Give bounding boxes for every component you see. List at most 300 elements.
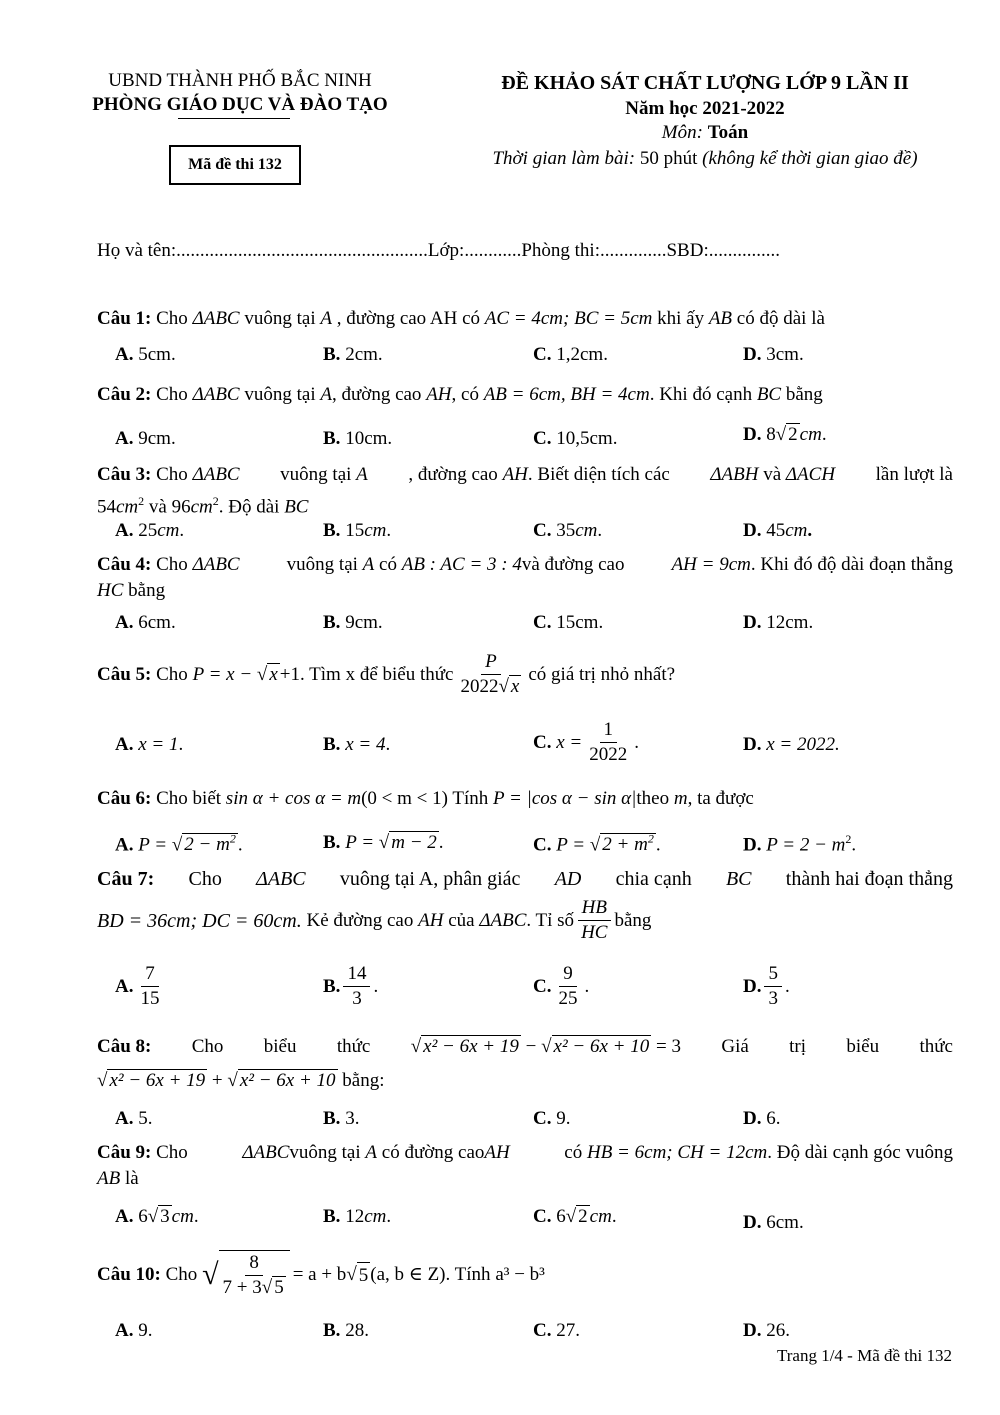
- text-segment: theo: [636, 788, 670, 809]
- text-segment: Câu 3:: [97, 464, 152, 485]
- question-label: Câu 1:: [97, 308, 152, 329]
- text-segment: 12cm.: [766, 612, 814, 633]
- text-segment: 28.: [345, 1320, 369, 1341]
- text-segment: a³ − b³: [495, 1264, 545, 1285]
- text-segment: x = 1: [138, 734, 179, 755]
- text-segment: là: [124, 1168, 139, 1189]
- text-segment: B.: [323, 1206, 341, 1227]
- text-segment: C.: [533, 1108, 552, 1129]
- text-segment: A.: [115, 1206, 134, 1227]
- question-3: [97, 462, 953, 520]
- text-segment: 8: [766, 424, 776, 445]
- container: [97, 866, 953, 892]
- text-segment: Cho: [156, 464, 188, 485]
- text-segment: HC: [581, 922, 608, 943]
- text-segment: P = |cos α − sin α|: [493, 788, 637, 809]
- text-segment: 27.: [556, 1320, 580, 1341]
- text: vuông tại: [244, 308, 316, 329]
- text-segment: Câu 10:: [97, 1264, 161, 1285]
- text-segment: .: [373, 975, 379, 997]
- text-segment: P =: [556, 834, 586, 856]
- text-segment: 2022: [589, 744, 628, 765]
- exam-code-box: Mã đề thi 132: [169, 145, 301, 185]
- text-segment: 2: [647, 832, 654, 846]
- text-segment: Cho: [165, 1264, 198, 1285]
- q10-option-c[interactable]: [533, 1320, 580, 1342]
- q2-option-b[interactable]: [323, 428, 392, 450]
- text-segment: (a, b ∈ Z): [370, 1264, 446, 1285]
- text-segment: . Tính: [445, 1264, 491, 1285]
- text-segment: 6: [556, 1206, 566, 1227]
- text-segment: D.: [743, 834, 762, 856]
- text-segment: 9cm.: [138, 428, 176, 449]
- q10-option-d[interactable]: [743, 1320, 790, 1342]
- text-segment: B.: [323, 1320, 341, 1341]
- text-segment: AB : AC = 3 : 4: [401, 554, 522, 575]
- text-segment: C.: [533, 612, 552, 633]
- school-year: Năm học 2021-2022: [625, 98, 785, 119]
- q1-option-c[interactable]: [533, 344, 608, 366]
- math: AC = 4cm; BC = 5cm: [484, 308, 653, 329]
- text: , đường cao AH có: [336, 308, 481, 329]
- text-segment: . Tìm x để biểu thức: [300, 663, 454, 685]
- text-segment: 5: [357, 1262, 371, 1289]
- text-segment: AH: [418, 909, 444, 931]
- container: [219, 1276, 290, 1300]
- text-segment: 5: [274, 1277, 284, 1298]
- text-segment: ΔABC: [256, 868, 306, 890]
- text-segment: 1: [600, 718, 618, 743]
- text-segment: 2: [578, 1206, 588, 1227]
- text-segment: bằng: [785, 384, 823, 405]
- container: [97, 1068, 953, 1094]
- text-segment: cm: [116, 496, 139, 518]
- text-segment: 2: [138, 494, 145, 508]
- text-segment: = a + b: [292, 1264, 347, 1285]
- container: √: [227, 1070, 238, 1091]
- text-segment: m: [673, 788, 688, 809]
- text-segment: P: [481, 650, 501, 675]
- text-segment: = 3: [656, 1036, 681, 1057]
- text-segment: vuông tại: [280, 464, 352, 485]
- text-segment: 10,5cm.: [556, 428, 618, 449]
- q9-option-c[interactable]: [533, 1206, 617, 1228]
- text-segment: C.: [533, 520, 552, 541]
- text-segment: 2 + m: [602, 834, 648, 856]
- text-segment: cm: [190, 496, 213, 518]
- text-segment: 14: [343, 962, 370, 987]
- q9-option-b[interactable]: [323, 1206, 391, 1228]
- text-segment: m − 2: [391, 832, 437, 853]
- text-segment: thức: [336, 1036, 371, 1057]
- text-segment: trị: [789, 1036, 807, 1057]
- subject-line: [440, 122, 970, 144]
- text-segment: 6: [138, 1206, 148, 1227]
- container: [408, 462, 669, 488]
- text-segment: 7: [141, 962, 159, 987]
- container: [411, 1034, 681, 1060]
- text-segment: +: [211, 1070, 223, 1091]
- text-segment: Câu 4:: [97, 554, 152, 575]
- text-segment: ΔABH: [710, 464, 759, 485]
- question-10: [97, 1250, 953, 1300]
- text-segment: , có: [451, 384, 479, 405]
- text-segment: 8: [245, 1251, 263, 1276]
- text-segment: D.: [743, 424, 762, 445]
- q1-option-b[interactable]: [323, 344, 383, 366]
- container: [97, 1034, 953, 1060]
- text-segment: AH = 9cm: [671, 554, 751, 575]
- text-segment: C.: [533, 975, 552, 997]
- container: √: [171, 834, 183, 856]
- text-segment: và 96: [148, 496, 191, 518]
- container: √: [346, 1264, 357, 1285]
- text-segment: cm: [364, 1206, 387, 1227]
- text-segment: vuông tại A, phân giác: [339, 868, 521, 890]
- q6-option-c[interactable]: [533, 832, 661, 856]
- time-note: (không kể thời gian giao đề): [702, 148, 918, 169]
- q5-option-d[interactable]: [743, 734, 840, 756]
- text-segment: 6.: [766, 1108, 781, 1129]
- text-segment: . Tỉ số: [526, 909, 575, 931]
- text-segment: 45: [766, 520, 786, 541]
- text-segment: P = x −: [192, 663, 253, 685]
- text-segment: .: [237, 834, 243, 856]
- text-segment: x = 2022.: [766, 734, 840, 755]
- text-segment: 12: [345, 1206, 365, 1227]
- text-segment: B.: [323, 428, 341, 449]
- text-segment: vuông tại: [289, 1142, 361, 1163]
- text-segment: ΔABC: [192, 384, 240, 405]
- text-segment: bằng: [128, 580, 166, 601]
- container: √: [202, 1258, 219, 1291]
- text-segment: P = 2 − m: [766, 834, 846, 856]
- container: √: [256, 663, 268, 685]
- text-segment: .: [438, 832, 444, 853]
- q4-option-d[interactable]: [743, 612, 813, 634]
- container: [97, 578, 953, 604]
- text-segment: . Khi đó độ dài đoạn thẳng: [750, 554, 953, 575]
- q8-option-a[interactable]: [115, 1108, 152, 1130]
- text-segment: .: [385, 734, 391, 755]
- container: [97, 1140, 953, 1166]
- text-segment: vuông tại: [286, 554, 358, 575]
- text-segment: bằng: [614, 909, 652, 931]
- q4-option-a[interactable]: [115, 612, 176, 634]
- text-segment: .: [193, 1206, 199, 1227]
- text-segment: Câu 9:: [97, 1142, 152, 1163]
- text-segment: 10cm.: [345, 428, 393, 449]
- container: √: [261, 1277, 273, 1298]
- question-6: [97, 786, 953, 812]
- text-segment: 54: [97, 496, 116, 518]
- text-segment: +1: [279, 663, 300, 685]
- text-segment: A.: [115, 834, 134, 856]
- q1-option-a[interactable]: [115, 344, 176, 366]
- text-segment: biểu: [846, 1036, 880, 1057]
- text-segment: D.: [743, 1212, 762, 1233]
- text-segment: .: [807, 520, 813, 541]
- text-segment: D.: [743, 1320, 762, 1341]
- q4-option-b[interactable]: [323, 612, 383, 634]
- time-label: Thời gian làm bài:: [492, 148, 636, 169]
- q7-option-d[interactable]: [743, 962, 790, 1011]
- container: √: [589, 834, 601, 856]
- container: [97, 462, 240, 488]
- text-segment: Giá: [721, 1036, 749, 1057]
- text-segment: Cho: [156, 1142, 188, 1163]
- text-segment: D.: [743, 344, 762, 365]
- text: khi ấy: [657, 308, 705, 329]
- text-segment: 7 + 3: [222, 1277, 262, 1298]
- container: [97, 896, 953, 945]
- text-segment: Cho: [156, 554, 188, 575]
- q8-option-c[interactable]: [533, 1108, 570, 1130]
- text-segment: .: [851, 834, 857, 856]
- container: [97, 552, 240, 578]
- text-segment: D.: [743, 975, 762, 997]
- text-segment: cm: [589, 1206, 612, 1227]
- text-segment: 26.: [766, 1320, 790, 1341]
- subject-name: Toán: [707, 122, 749, 143]
- container: [97, 488, 953, 520]
- text-segment: cm: [785, 520, 808, 541]
- container: [577, 896, 611, 945]
- text-segment: 15cm.: [556, 612, 604, 633]
- text-segment: BD = 36cm; DC = 60cm.: [97, 909, 302, 932]
- q4-option-c[interactable]: [533, 612, 603, 634]
- text-segment: .: [179, 520, 185, 541]
- text-segment: A.: [115, 1108, 134, 1129]
- text-segment: 9: [559, 962, 577, 987]
- text-segment: P =: [345, 832, 375, 853]
- text-segment: B.: [323, 975, 341, 997]
- q7-option-a[interactable]: [115, 962, 166, 1011]
- q6-option-d[interactable]: [743, 832, 856, 856]
- q8-option-d[interactable]: [743, 1108, 780, 1130]
- text-segment: x: [510, 676, 520, 697]
- text-segment: 25: [558, 988, 578, 1009]
- container: √: [147, 1206, 159, 1227]
- subject-label: Môn:: [661, 122, 703, 143]
- container: [585, 718, 631, 767]
- text-segment: .: [634, 731, 639, 753]
- text-segment: HB: [578, 896, 611, 921]
- text-segment: D.: [743, 734, 762, 755]
- q7-option-c[interactable]: [533, 962, 589, 1011]
- text-segment: lần lượt là: [875, 464, 953, 485]
- container: √: [97, 1070, 108, 1091]
- text-segment: Cho: [156, 384, 188, 405]
- department-name: PHÒNG GIÁO DỤC VÀ ĐÀO TẠO: [92, 94, 388, 115]
- q3-option-d[interactable]: [743, 520, 812, 542]
- text-segment: BC: [284, 496, 309, 518]
- text-segment: 15: [140, 988, 160, 1009]
- text-segment: .: [611, 1206, 617, 1227]
- text-segment: A: [320, 384, 332, 405]
- text-segment: Câu 6:: [97, 788, 152, 809]
- text-segment: BC: [756, 384, 782, 405]
- text: Cho: [156, 308, 188, 329]
- container: [343, 962, 370, 1011]
- q6-option-b[interactable]: [323, 832, 444, 854]
- text-segment: sin α + cos α = m: [225, 788, 362, 809]
- text-segment: x² − 6x + 10: [553, 1036, 650, 1057]
- text-segment: .: [784, 975, 790, 997]
- text-segment: Câu 8:: [97, 1036, 152, 1057]
- q7-option-b[interactable]: [323, 962, 378, 1011]
- time-value: 50 phút: [639, 148, 698, 169]
- text-segment: 1,2cm.: [556, 344, 608, 365]
- text-segment: cm: [171, 1206, 194, 1227]
- text-segment: .: [597, 520, 603, 541]
- text-segment: cm: [157, 520, 180, 541]
- container: [764, 962, 782, 1011]
- text-segment: Câu 5:: [97, 663, 152, 685]
- text-segment: , đường cao: [408, 464, 498, 485]
- container: [97, 462, 953, 488]
- text-segment: 9.: [556, 1108, 571, 1129]
- text-segment: AD: [554, 868, 582, 890]
- text-segment: ΔABC: [479, 909, 527, 931]
- container: [600, 833, 656, 855]
- q3-option-c[interactable]: [533, 520, 602, 542]
- text-segment: D.: [743, 1108, 762, 1129]
- text-segment: HC: [97, 580, 124, 601]
- container: √: [410, 1036, 422, 1057]
- text-segment: 25: [138, 520, 158, 541]
- text-segment: của: [448, 909, 475, 931]
- q6-option-a[interactable]: [115, 832, 243, 856]
- text-segment: A.: [115, 520, 134, 541]
- text-segment: AH: [426, 384, 452, 405]
- page-footer: Trang 1/4 - Mã đề thi 132: [776, 1346, 952, 1365]
- q2-option-a[interactable]: [115, 428, 176, 450]
- text-segment: ΔABC: [192, 554, 240, 575]
- q10-option-b[interactable]: [323, 1320, 369, 1342]
- text-segment: Câu 2:: [97, 384, 152, 405]
- text-segment: x =: [556, 731, 583, 753]
- text-segment: có: [564, 1142, 583, 1163]
- text-segment: C.: [533, 428, 552, 449]
- container: [280, 462, 368, 488]
- text-segment: cm: [799, 424, 822, 445]
- q3-option-b[interactable]: [323, 520, 391, 542]
- text-segment: 2cm.: [345, 344, 383, 365]
- text-segment: C.: [533, 834, 552, 856]
- q9-option-a[interactable]: [115, 1206, 199, 1228]
- q2-option-c[interactable]: [533, 428, 617, 450]
- text-segment: 2022: [460, 676, 499, 697]
- math: AB: [708, 308, 733, 329]
- q2-option-d[interactable]: [743, 424, 827, 446]
- container: [182, 833, 238, 855]
- container: [97, 1166, 953, 1192]
- container: [564, 1140, 953, 1166]
- text-segment: 5: [764, 962, 782, 987]
- text-segment: có đường cao: [381, 1142, 485, 1163]
- text-segment: ΔABC: [242, 1142, 290, 1163]
- text-segment: Cho biết: [156, 788, 222, 809]
- text-segment: .: [584, 975, 590, 997]
- text-segment: B.: [323, 1108, 341, 1129]
- header-underline: [178, 118, 290, 119]
- container: √: [775, 424, 787, 445]
- q5-option-a[interactable]: [115, 734, 183, 756]
- question-2: [97, 382, 953, 408]
- text-segment: 9cm.: [345, 612, 383, 633]
- q3-option-a[interactable]: [115, 520, 184, 542]
- text-segment: AH: [484, 1142, 510, 1163]
- q10-option-a[interactable]: [115, 1320, 152, 1342]
- text-segment: , ta được: [687, 788, 754, 809]
- text-segment: A.: [115, 344, 134, 365]
- text-segment: B.: [323, 344, 341, 365]
- question-1: [97, 306, 953, 332]
- q1-option-d[interactable]: [743, 344, 804, 366]
- text-segment: 3: [768, 988, 778, 1009]
- text-segment: bằng:: [342, 1070, 385, 1091]
- text: có độ dài là: [736, 308, 825, 329]
- text-segment: chia cạnh: [615, 868, 692, 890]
- text-segment: cm: [364, 520, 387, 541]
- text-segment: Kẻ đường cao: [306, 909, 414, 931]
- text-segment: và đường cao: [521, 554, 625, 575]
- question-8: [97, 1034, 953, 1094]
- student-info-line: Họ và tên:.....................................................Lớp:............Phòng thi:..............SBD:...............: [97, 240, 780, 261]
- q8-option-b[interactable]: [323, 1108, 359, 1130]
- container: [97, 1140, 188, 1166]
- container: [242, 1140, 509, 1166]
- text-segment: 3: [352, 988, 362, 1009]
- text-segment: A.: [115, 734, 134, 755]
- text-segment: A: [365, 1142, 378, 1163]
- text-segment: B.: [323, 612, 341, 633]
- text-segment: 35: [556, 520, 576, 541]
- container: [97, 552, 953, 578]
- q5-option-b[interactable]: [323, 734, 390, 756]
- text-segment: 9.: [138, 1320, 153, 1341]
- text-segment: .: [655, 834, 661, 856]
- container: [219, 1250, 290, 1300]
- question-7: [97, 866, 953, 945]
- text-segment: A.: [115, 428, 134, 449]
- container: [97, 662, 453, 688]
- q5-option-c[interactable]: [533, 718, 639, 767]
- text-segment: HB = 6cm: [586, 1142, 667, 1163]
- text-segment: biểu: [263, 1036, 297, 1057]
- text-segment: 5cm.: [138, 344, 176, 365]
- container: √: [541, 1036, 552, 1057]
- text-segment: , đường cao: [331, 384, 422, 405]
- text-segment: ΔACH: [785, 464, 836, 485]
- text-segment: (0 < m < 1): [361, 788, 448, 809]
- text-segment: B.: [323, 520, 341, 541]
- container: [672, 552, 953, 578]
- text-segment: AB = 6cm, BH = 4cm: [483, 384, 650, 405]
- text-segment: Cho: [156, 663, 188, 685]
- text-segment: x: [269, 663, 278, 685]
- text-segment: ΔABC: [192, 464, 240, 485]
- q9-option-d[interactable]: [743, 1212, 804, 1234]
- container: [710, 462, 835, 488]
- text-segment: 3cm.: [766, 344, 804, 365]
- text-segment: A.: [115, 612, 134, 633]
- text-segment: AH: [502, 464, 528, 485]
- text-segment: 2: [845, 832, 852, 846]
- text-segment: cm: [575, 520, 598, 541]
- text-segment: Câu 7:: [97, 868, 155, 890]
